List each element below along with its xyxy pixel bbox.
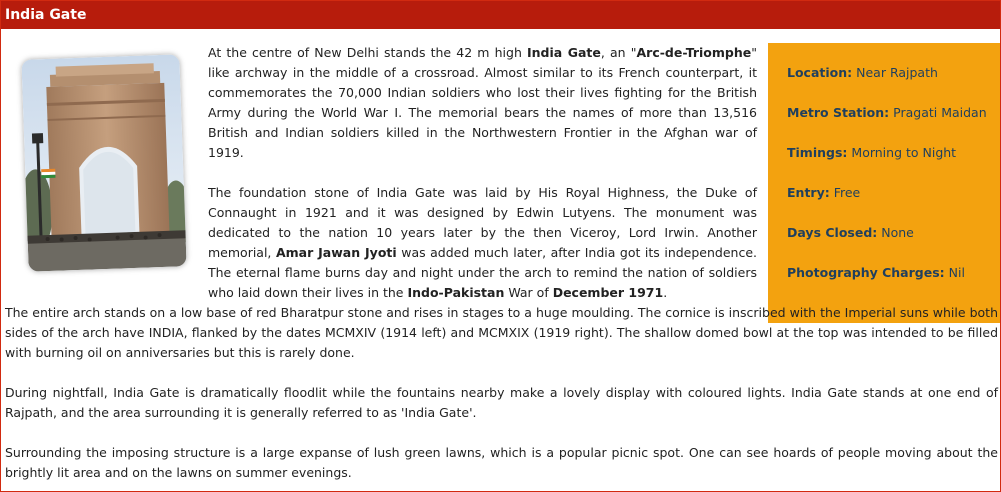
info-label: Timings:: [787, 145, 848, 160]
text-run: , an ": [600, 45, 637, 60]
body-text: [5, 303, 998, 492]
text-run: " like archway in the middle of a crossroad. Almost similar to its French counterpart, it commemorates the 70,000 Indian soldiers who lost their lives fighting for the British Army during the World War I. The memorial bears the names of more than 13,516 British and Indian soldiers killed in the Northwestern Frontier in the Afghan war of 1919.: [208, 45, 757, 160]
info-value: Morning to Night: [851, 145, 957, 160]
paragraph-2: [208, 183, 757, 303]
info-label: Photography Charges:: [787, 265, 945, 280]
info-value: None: [881, 225, 914, 240]
text-run: .: [663, 285, 668, 300]
info-value: Free: [833, 185, 861, 200]
info-photography-charges: [787, 265, 1000, 305]
india-gate-image: [21, 54, 186, 271]
info-label: Metro Station:: [787, 105, 890, 120]
paragraph-4: During nightfall, India Gate is dramatically floodlit while the fountains nearby make a lovely display with coloured lights. India Gate stands at one end of Rajpath, and the area surrounding it is generally referred to as 'India Gate'.: [5, 385, 998, 420]
info-entry: [787, 185, 1000, 225]
info-label: Days Closed:: [787, 225, 878, 240]
bold-term: India Gate: [527, 45, 601, 60]
info-box: [768, 43, 1000, 323]
paragraph-5: Surrounding the imposing structure is a large expanse of lush green lawns, which is a popular picnic spot. One can see hoards of people moving about the brightly lit area and on the lawns on summer evenings.: [5, 445, 998, 480]
info-value: Near Rajpath: [856, 65, 938, 80]
bold-term: Arc-de-Triomphe: [636, 45, 752, 60]
text-run: War of: [504, 285, 553, 300]
info-label: Location:: [787, 65, 853, 80]
info-value: Nil: [948, 265, 965, 280]
paragraph-1: [208, 43, 757, 163]
info-days-closed: [787, 225, 1000, 265]
text-run: was added much later, after India got its independence. The eternal flame burns day and night under the arch to remind the nation of soldiers who laid down their lives in the: [208, 245, 758, 300]
bold-term: December 1971: [552, 285, 664, 300]
info-label: Entry:: [787, 185, 830, 200]
text-run: At the centre of New Delhi stands the 42 m high: [208, 45, 527, 60]
info-metro-station: [787, 105, 1000, 145]
paragraph-3: The entire arch stands on a low base of red Bharatpur stone and rises in stages to a huge moulding. The cornice is inscribed with the Imperial suns while both sides of the arch have INDIA, flanked by the dates MCMXIV (1914 left) and MCMXIX (1919 right). The shallow domed bowl at the top was intended to be filled with burning oil on anniversaries but this is rarely done.: [5, 305, 998, 360]
info-timings: [787, 145, 1000, 185]
info-location: [787, 65, 1000, 105]
page-title: India Gate: [1, 1, 1000, 29]
text-run: The foundation stone of India Gate was laid by His Royal Highness, the Duke of Connaught in 1921 and it was designed by Edwin Lutyens. The monument was dedicated to the nation 10 years later by the then Viceroy, Lord Irwin. Another memorial,: [208, 185, 757, 260]
india-gate-photo: [21, 54, 186, 271]
lead-text: [208, 43, 757, 323]
info-value: Pragati Maidan: [893, 105, 987, 120]
bold-term: Amar Jawan Jyoti: [275, 245, 397, 260]
bold-term: Indo-Pakistan: [407, 285, 505, 300]
